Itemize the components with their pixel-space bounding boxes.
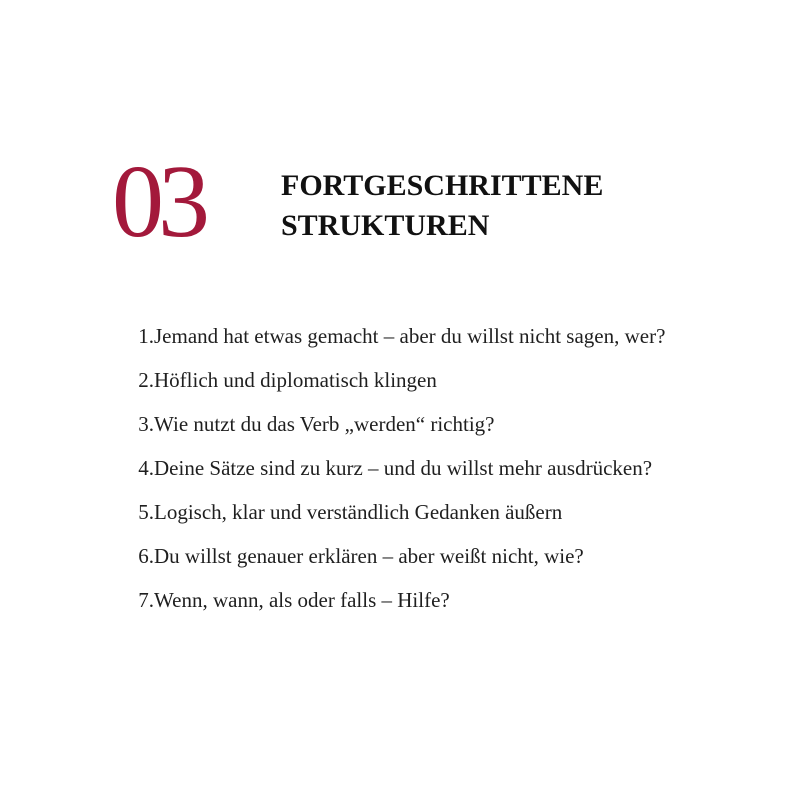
- list-item: [130, 402, 730, 446]
- list-item-number: 6.: [138, 544, 154, 568]
- list-item-text: Wenn, wann, als oder falls – Hilfe?: [154, 588, 450, 612]
- list-item-number: 7.: [138, 588, 154, 612]
- list-item-number: 2.: [138, 368, 154, 392]
- list-item: [130, 446, 730, 490]
- section-title-line-2: STRUKTUREN: [281, 209, 490, 242]
- list-item: [130, 490, 730, 534]
- section-title: [281, 166, 701, 246]
- list-item-number: 5.: [138, 500, 154, 524]
- list-item: [130, 314, 730, 358]
- list-item-text: Logisch, klar und verständlich Gedanken äußern: [154, 500, 563, 524]
- list-item-text: Wie nutzt du das Verb „werden“ richtig?: [154, 412, 495, 436]
- section-title-line-1: FORTGESCHRITTENE: [281, 169, 604, 202]
- list-item-text: Du willst genauer erklären – aber weißt nicht, wie?: [154, 544, 584, 568]
- list-item: [130, 578, 730, 622]
- list-item-text: Jemand hat etwas gemacht – aber du willst nicht sagen, wer?: [154, 324, 666, 348]
- list-item: [130, 358, 730, 402]
- list-item-number: 3.: [138, 412, 154, 436]
- list-item: [130, 534, 730, 578]
- list-item-number: 4.: [138, 456, 154, 480]
- topic-list: [130, 314, 730, 622]
- list-item-text: Deine Sätze sind zu kurz – und du willst mehr ausdrücken?: [154, 456, 653, 480]
- list-item-number: 1.: [138, 324, 154, 348]
- section-number: 03: [112, 144, 204, 259]
- list-item-text: Höflich und diplomatisch klingen: [154, 368, 437, 392]
